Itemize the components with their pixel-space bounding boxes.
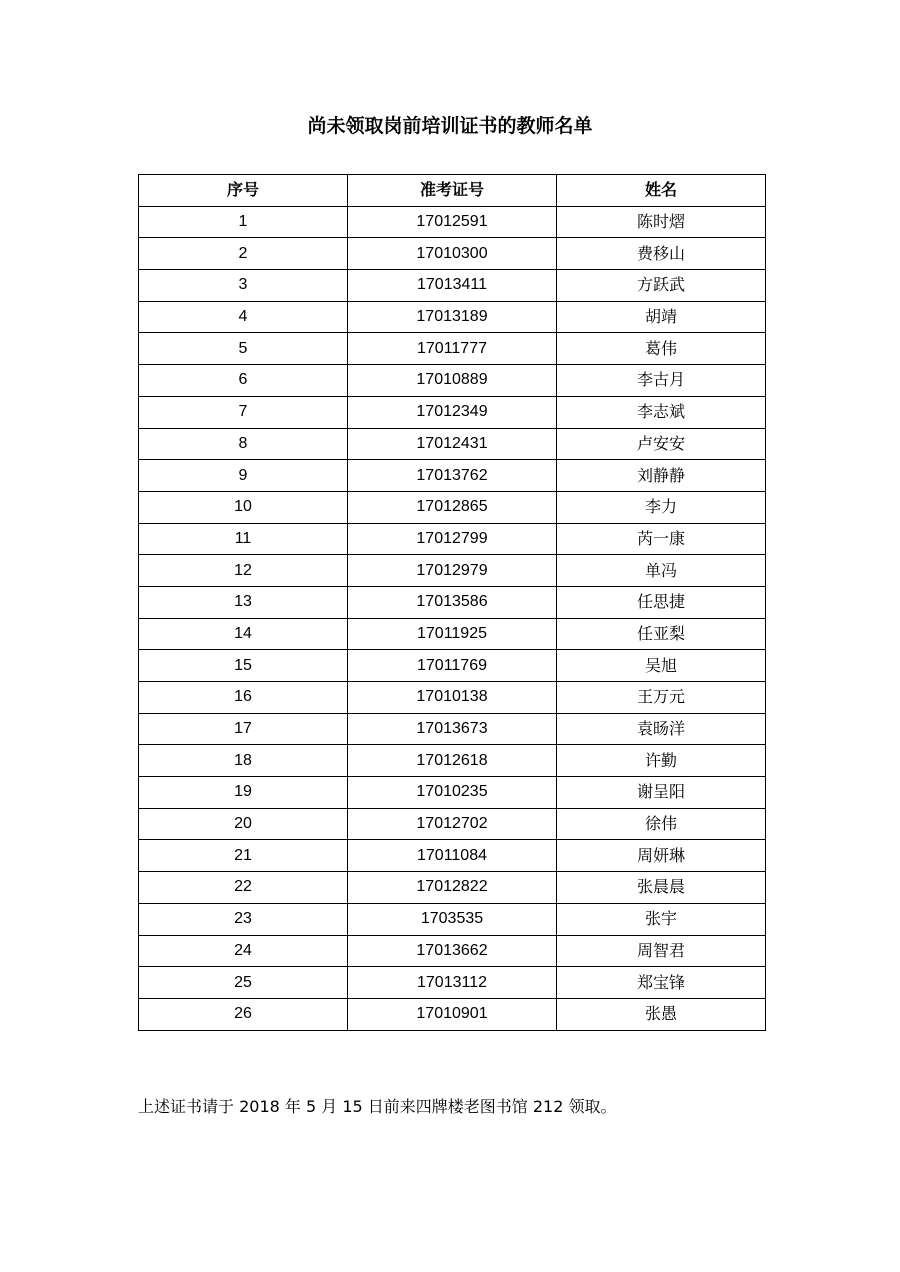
table-row bbox=[139, 238, 766, 270]
cell-name: 刘静静 bbox=[557, 460, 766, 492]
cell-name: 许勤 bbox=[557, 745, 766, 777]
cell-index: 8 bbox=[139, 428, 348, 460]
table-row bbox=[139, 428, 766, 460]
cell-index: 15 bbox=[139, 650, 348, 682]
cell-exam-id: 17011777 bbox=[348, 333, 557, 365]
cell-index: 20 bbox=[139, 808, 348, 840]
cell-name: 费移山 bbox=[557, 238, 766, 270]
cell-exam-id: 17012799 bbox=[348, 523, 557, 555]
cell-name: 吴旭 bbox=[557, 650, 766, 682]
cell-index: 5 bbox=[139, 333, 348, 365]
cell-index: 19 bbox=[139, 777, 348, 809]
table-row bbox=[139, 523, 766, 555]
cell-name: 张晨晨 bbox=[557, 872, 766, 904]
cell-index: 7 bbox=[139, 396, 348, 428]
cell-exam-id: 17010300 bbox=[348, 238, 557, 270]
cell-index: 23 bbox=[139, 903, 348, 935]
cell-name: 郑宝锋 bbox=[557, 967, 766, 999]
cell-name: 李力 bbox=[557, 491, 766, 523]
cell-index: 10 bbox=[139, 491, 348, 523]
table-row bbox=[139, 586, 766, 618]
cell-name: 单冯 bbox=[557, 555, 766, 587]
cell-name: 葛伟 bbox=[557, 333, 766, 365]
cell-exam-id: 17013189 bbox=[348, 301, 557, 333]
table-header bbox=[139, 175, 766, 207]
table-row bbox=[139, 555, 766, 587]
cell-exam-id: 17012979 bbox=[348, 555, 557, 587]
cell-name: 袁旸洋 bbox=[557, 713, 766, 745]
cell-exam-id: 17010889 bbox=[348, 365, 557, 397]
table-row bbox=[139, 333, 766, 365]
cell-exam-id: 17012822 bbox=[348, 872, 557, 904]
cell-exam-id: 17013762 bbox=[348, 460, 557, 492]
cell-name: 芮一康 bbox=[557, 523, 766, 555]
table-row bbox=[139, 206, 766, 238]
cell-exam-id: 17011925 bbox=[348, 618, 557, 650]
table-row bbox=[139, 872, 766, 904]
cell-name: 卢安安 bbox=[557, 428, 766, 460]
cell-exam-id: 17013586 bbox=[348, 586, 557, 618]
header-row bbox=[139, 175, 766, 207]
table-row bbox=[139, 491, 766, 523]
cell-index: 6 bbox=[139, 365, 348, 397]
cell-exam-id: 17013112 bbox=[348, 967, 557, 999]
header-index: 序号 bbox=[139, 175, 348, 207]
cell-exam-id: 17010235 bbox=[348, 777, 557, 809]
cell-index: 13 bbox=[139, 586, 348, 618]
cell-exam-id: 17012431 bbox=[348, 428, 557, 460]
cell-exam-id: 17012349 bbox=[348, 396, 557, 428]
cell-index: 9 bbox=[139, 460, 348, 492]
cell-name: 任思捷 bbox=[557, 586, 766, 618]
cell-index: 17 bbox=[139, 713, 348, 745]
cell-index: 12 bbox=[139, 555, 348, 587]
table-row bbox=[139, 935, 766, 967]
cell-exam-id: 17010138 bbox=[348, 682, 557, 714]
cell-name: 方跃武 bbox=[557, 270, 766, 302]
cell-exam-id: 17012591 bbox=[348, 206, 557, 238]
table-row bbox=[139, 998, 766, 1030]
cell-exam-id: 1703535 bbox=[348, 903, 557, 935]
cell-name: 周妍琳 bbox=[557, 840, 766, 872]
table-row bbox=[139, 903, 766, 935]
table-row bbox=[139, 808, 766, 840]
cell-index: 21 bbox=[139, 840, 348, 872]
table-row bbox=[139, 618, 766, 650]
cell-index: 4 bbox=[139, 301, 348, 333]
table-row bbox=[139, 460, 766, 492]
cell-name: 胡靖 bbox=[557, 301, 766, 333]
table-row bbox=[139, 650, 766, 682]
table-row bbox=[139, 745, 766, 777]
table-row bbox=[139, 840, 766, 872]
cell-name: 李志斌 bbox=[557, 396, 766, 428]
cell-name: 任亚梨 bbox=[557, 618, 766, 650]
table-row bbox=[139, 301, 766, 333]
cell-name: 周智君 bbox=[557, 935, 766, 967]
cell-name: 张宇 bbox=[557, 903, 766, 935]
table-row bbox=[139, 365, 766, 397]
cell-exam-id: 17013411 bbox=[348, 270, 557, 302]
header-exam-id: 准考证号 bbox=[348, 175, 557, 207]
cell-index: 25 bbox=[139, 967, 348, 999]
header-name: 姓名 bbox=[557, 175, 766, 207]
cell-name: 谢呈阳 bbox=[557, 777, 766, 809]
cell-index: 2 bbox=[139, 238, 348, 270]
cell-exam-id: 17010901 bbox=[348, 998, 557, 1030]
cell-index: 11 bbox=[139, 523, 348, 555]
cell-exam-id: 17013673 bbox=[348, 713, 557, 745]
cell-name: 陈时熠 bbox=[557, 206, 766, 238]
pickup-notice: 上述证书请于 2018 年 5 月 15 日前来四牌楼老图书馆 212 领取。 bbox=[138, 1097, 617, 1116]
table-row bbox=[139, 777, 766, 809]
page-title: 尚未领取岗前培训证书的教师名单 bbox=[307, 115, 593, 137]
cell-exam-id: 17011084 bbox=[348, 840, 557, 872]
cell-index: 24 bbox=[139, 935, 348, 967]
table-row bbox=[139, 270, 766, 302]
table-row bbox=[139, 682, 766, 714]
cell-index: 16 bbox=[139, 682, 348, 714]
cell-index: 1 bbox=[139, 206, 348, 238]
cell-exam-id: 17011769 bbox=[348, 650, 557, 682]
teacher-roster-table bbox=[138, 174, 766, 1031]
table-body bbox=[139, 206, 766, 1030]
table-row bbox=[139, 396, 766, 428]
cell-name: 张愚 bbox=[557, 998, 766, 1030]
cell-name: 李古月 bbox=[557, 365, 766, 397]
cell-index: 26 bbox=[139, 998, 348, 1030]
cell-name: 徐伟 bbox=[557, 808, 766, 840]
cell-index: 3 bbox=[139, 270, 348, 302]
table-row bbox=[139, 713, 766, 745]
cell-index: 18 bbox=[139, 745, 348, 777]
cell-exam-id: 17013662 bbox=[348, 935, 557, 967]
cell-index: 14 bbox=[139, 618, 348, 650]
cell-name: 王万元 bbox=[557, 682, 766, 714]
table-row bbox=[139, 967, 766, 999]
cell-exam-id: 17012865 bbox=[348, 491, 557, 523]
cell-index: 22 bbox=[139, 872, 348, 904]
cell-exam-id: 17012618 bbox=[348, 745, 557, 777]
cell-exam-id: 17012702 bbox=[348, 808, 557, 840]
